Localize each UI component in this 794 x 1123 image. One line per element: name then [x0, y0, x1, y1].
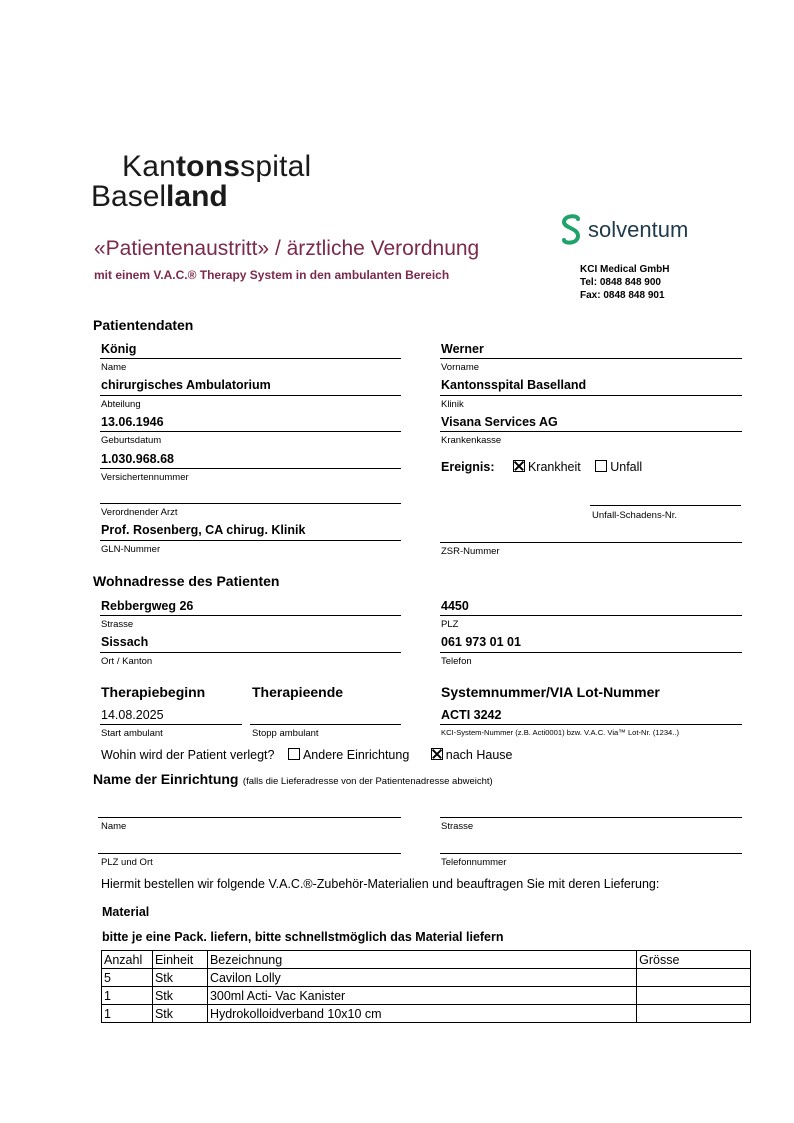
- verlegung-question: Wohin wird der Patient verlegt?: [101, 748, 275, 762]
- header-bezeichnung: Bezeichnung: [207, 951, 636, 969]
- cell-anzahl[interactable]: 1: [102, 1005, 153, 1023]
- system-label: KCI-System-Nummer (z.B. Acti0001) bzw. V.A.C. Via™ Lot-Nr. (1234..): [441, 728, 680, 737]
- cell-einheit[interactable]: Stk: [152, 987, 207, 1005]
- plz-label: PLZ: [441, 619, 459, 630]
- patient-name-label: Name: [101, 362, 127, 373]
- systemnummer-title: Systemnummer/VIA Lot-Nummer: [441, 684, 660, 700]
- company-name: KCI Medical GmbH: [580, 264, 670, 275]
- ereignis-label: Ereignis:: [441, 460, 495, 474]
- start-value[interactable]: 14.08.2025: [101, 708, 164, 722]
- company-fax: Fax: 0848 848 901: [580, 290, 665, 301]
- krankenkasse-value[interactable]: Visana Services AG: [441, 415, 558, 429]
- start-label: Start ambulant: [101, 728, 163, 739]
- therapieende-title: Therapieende: [252, 684, 344, 700]
- table-row: [102, 969, 751, 987]
- cell-anzahl[interactable]: 5: [102, 969, 153, 987]
- page-subtitle: mit einem V.A.C.® Therapy System in den ambulanten Bereich: [94, 268, 450, 282]
- ort-label: Ort / Kanton: [101, 656, 153, 667]
- table-row: [102, 1005, 751, 1023]
- strasse-label: Strasse: [101, 619, 134, 630]
- order-intro: Hiermit bestellen wir folgende V.A.C.®-Zubehör-Materialien und beauftragen Sie mit deren Lieferung:: [101, 877, 660, 891]
- krankenkasse-label: Krankenkasse: [441, 435, 502, 446]
- therapiebeginn-title: Therapiebeginn: [101, 684, 206, 700]
- cell-bezeichnung[interactable]: Cavilon Lolly: [207, 969, 636, 987]
- hospital-logo-line1: Kantonsspital: [122, 150, 312, 183]
- facility-name-label: Name: [101, 821, 127, 832]
- nach-hause-checkbox[interactable]: [431, 748, 443, 760]
- section-patient: Patientendaten: [93, 317, 194, 333]
- unfall-checkbox[interactable]: [595, 460, 607, 472]
- facility-note: (falls die Lieferadresse von der Patientenadresse abweicht): [242, 776, 493, 787]
- header-einheit: Einheit: [152, 951, 207, 969]
- header-groesse: Grösse: [637, 951, 751, 969]
- facility-plz-label: PLZ und Ort: [101, 857, 153, 868]
- krankheit-checkbox[interactable]: [513, 460, 525, 472]
- verlegung-group: [101, 748, 512, 762]
- section-address: Wohnadresse des Patienten: [93, 573, 280, 589]
- material-title: Material: [102, 905, 150, 919]
- cell-bezeichnung[interactable]: Hydrokolloidverband 10x10 cm: [207, 1005, 636, 1023]
- solventum-s-icon: [558, 212, 584, 248]
- cell-bezeichnung[interactable]: 300ml Acti- Vac Kanister: [207, 987, 636, 1005]
- krankheit-label: Krankheit: [527, 460, 581, 474]
- unfall-label: Unfall: [610, 460, 643, 474]
- solventum-logo: solventum: [558, 212, 688, 248]
- unfall-nr-label: Unfall-Schadens-Nr.: [592, 510, 678, 521]
- geburtsdatum-label: Geburtsdatum: [101, 435, 162, 446]
- kci-contact: [580, 263, 669, 302]
- stop-label: Stopp ambulant: [252, 728, 319, 739]
- strasse-value[interactable]: Rebbergweg 26: [101, 599, 194, 613]
- cell-einheit[interactable]: Stk: [152, 969, 207, 987]
- table-header-row: [102, 951, 751, 969]
- order-instruction: bitte je eine Pack. liefern, bitte schnellstmöglich das Material liefern: [102, 930, 504, 944]
- versichertennummer-value[interactable]: 1.030.968.68: [101, 452, 174, 466]
- andere-einrichtung-label: Andere Einrichtung: [302, 748, 410, 762]
- geburtsdatum-value[interactable]: 13.06.1946: [101, 415, 164, 429]
- table-row: [102, 987, 751, 1005]
- arzt-label: Verordnender Arzt: [101, 507, 178, 518]
- abteilung-value[interactable]: chirurgisches Ambulatorium: [101, 378, 271, 392]
- abteilung-label: Abteilung: [101, 399, 141, 410]
- section-facility: [93, 771, 493, 789]
- patient-name-value[interactable]: König: [101, 342, 137, 356]
- klinik-value[interactable]: Kantonsspital Baselland: [441, 378, 587, 392]
- zsr-label: ZSR-Nummer: [441, 546, 500, 557]
- facility-strasse-label: Strasse: [441, 821, 474, 832]
- arzt-value[interactable]: Prof. Rosenberg, CA chirug. Klinik: [101, 523, 306, 537]
- cell-einheit[interactable]: Stk: [152, 1005, 207, 1023]
- nach-hause-label: nach Hause: [445, 748, 513, 762]
- system-value[interactable]: ACTI 3242: [441, 708, 502, 722]
- cell-anzahl[interactable]: 1: [102, 987, 153, 1005]
- cell-groesse[interactable]: [637, 987, 751, 1005]
- klinik-label: Klinik: [441, 399, 464, 410]
- patient-vorname-label: Vorname: [441, 362, 480, 373]
- plz-value[interactable]: 4450: [441, 599, 469, 613]
- telefon-label: Telefon: [441, 656, 472, 667]
- andere-einrichtung-checkbox[interactable]: [288, 748, 300, 760]
- telefon-value[interactable]: 061 973 01 01: [441, 635, 521, 649]
- header-anzahl: Anzahl: [102, 951, 153, 969]
- facility-title: Name der Einrichtung: [93, 771, 239, 787]
- company-tel: Tel: 0848 848 900: [580, 277, 661, 288]
- ort-value[interactable]: Sissach: [101, 635, 149, 649]
- patient-vorname-value[interactable]: Werner: [441, 342, 484, 356]
- cell-groesse[interactable]: [637, 969, 751, 987]
- cell-groesse[interactable]: [637, 1005, 751, 1023]
- material-table: [101, 950, 751, 1023]
- gln-label: GLN-Nummer: [101, 544, 161, 555]
- ereignis-group: [441, 458, 642, 476]
- facility-tel-label: Telefonnummer: [441, 857, 507, 868]
- versichertennummer-label: Versichertennummer: [101, 472, 189, 483]
- page-title: «Patientenaustritt» / ärztliche Verordnung: [94, 237, 480, 260]
- hospital-logo-line2: Baselland: [91, 180, 228, 213]
